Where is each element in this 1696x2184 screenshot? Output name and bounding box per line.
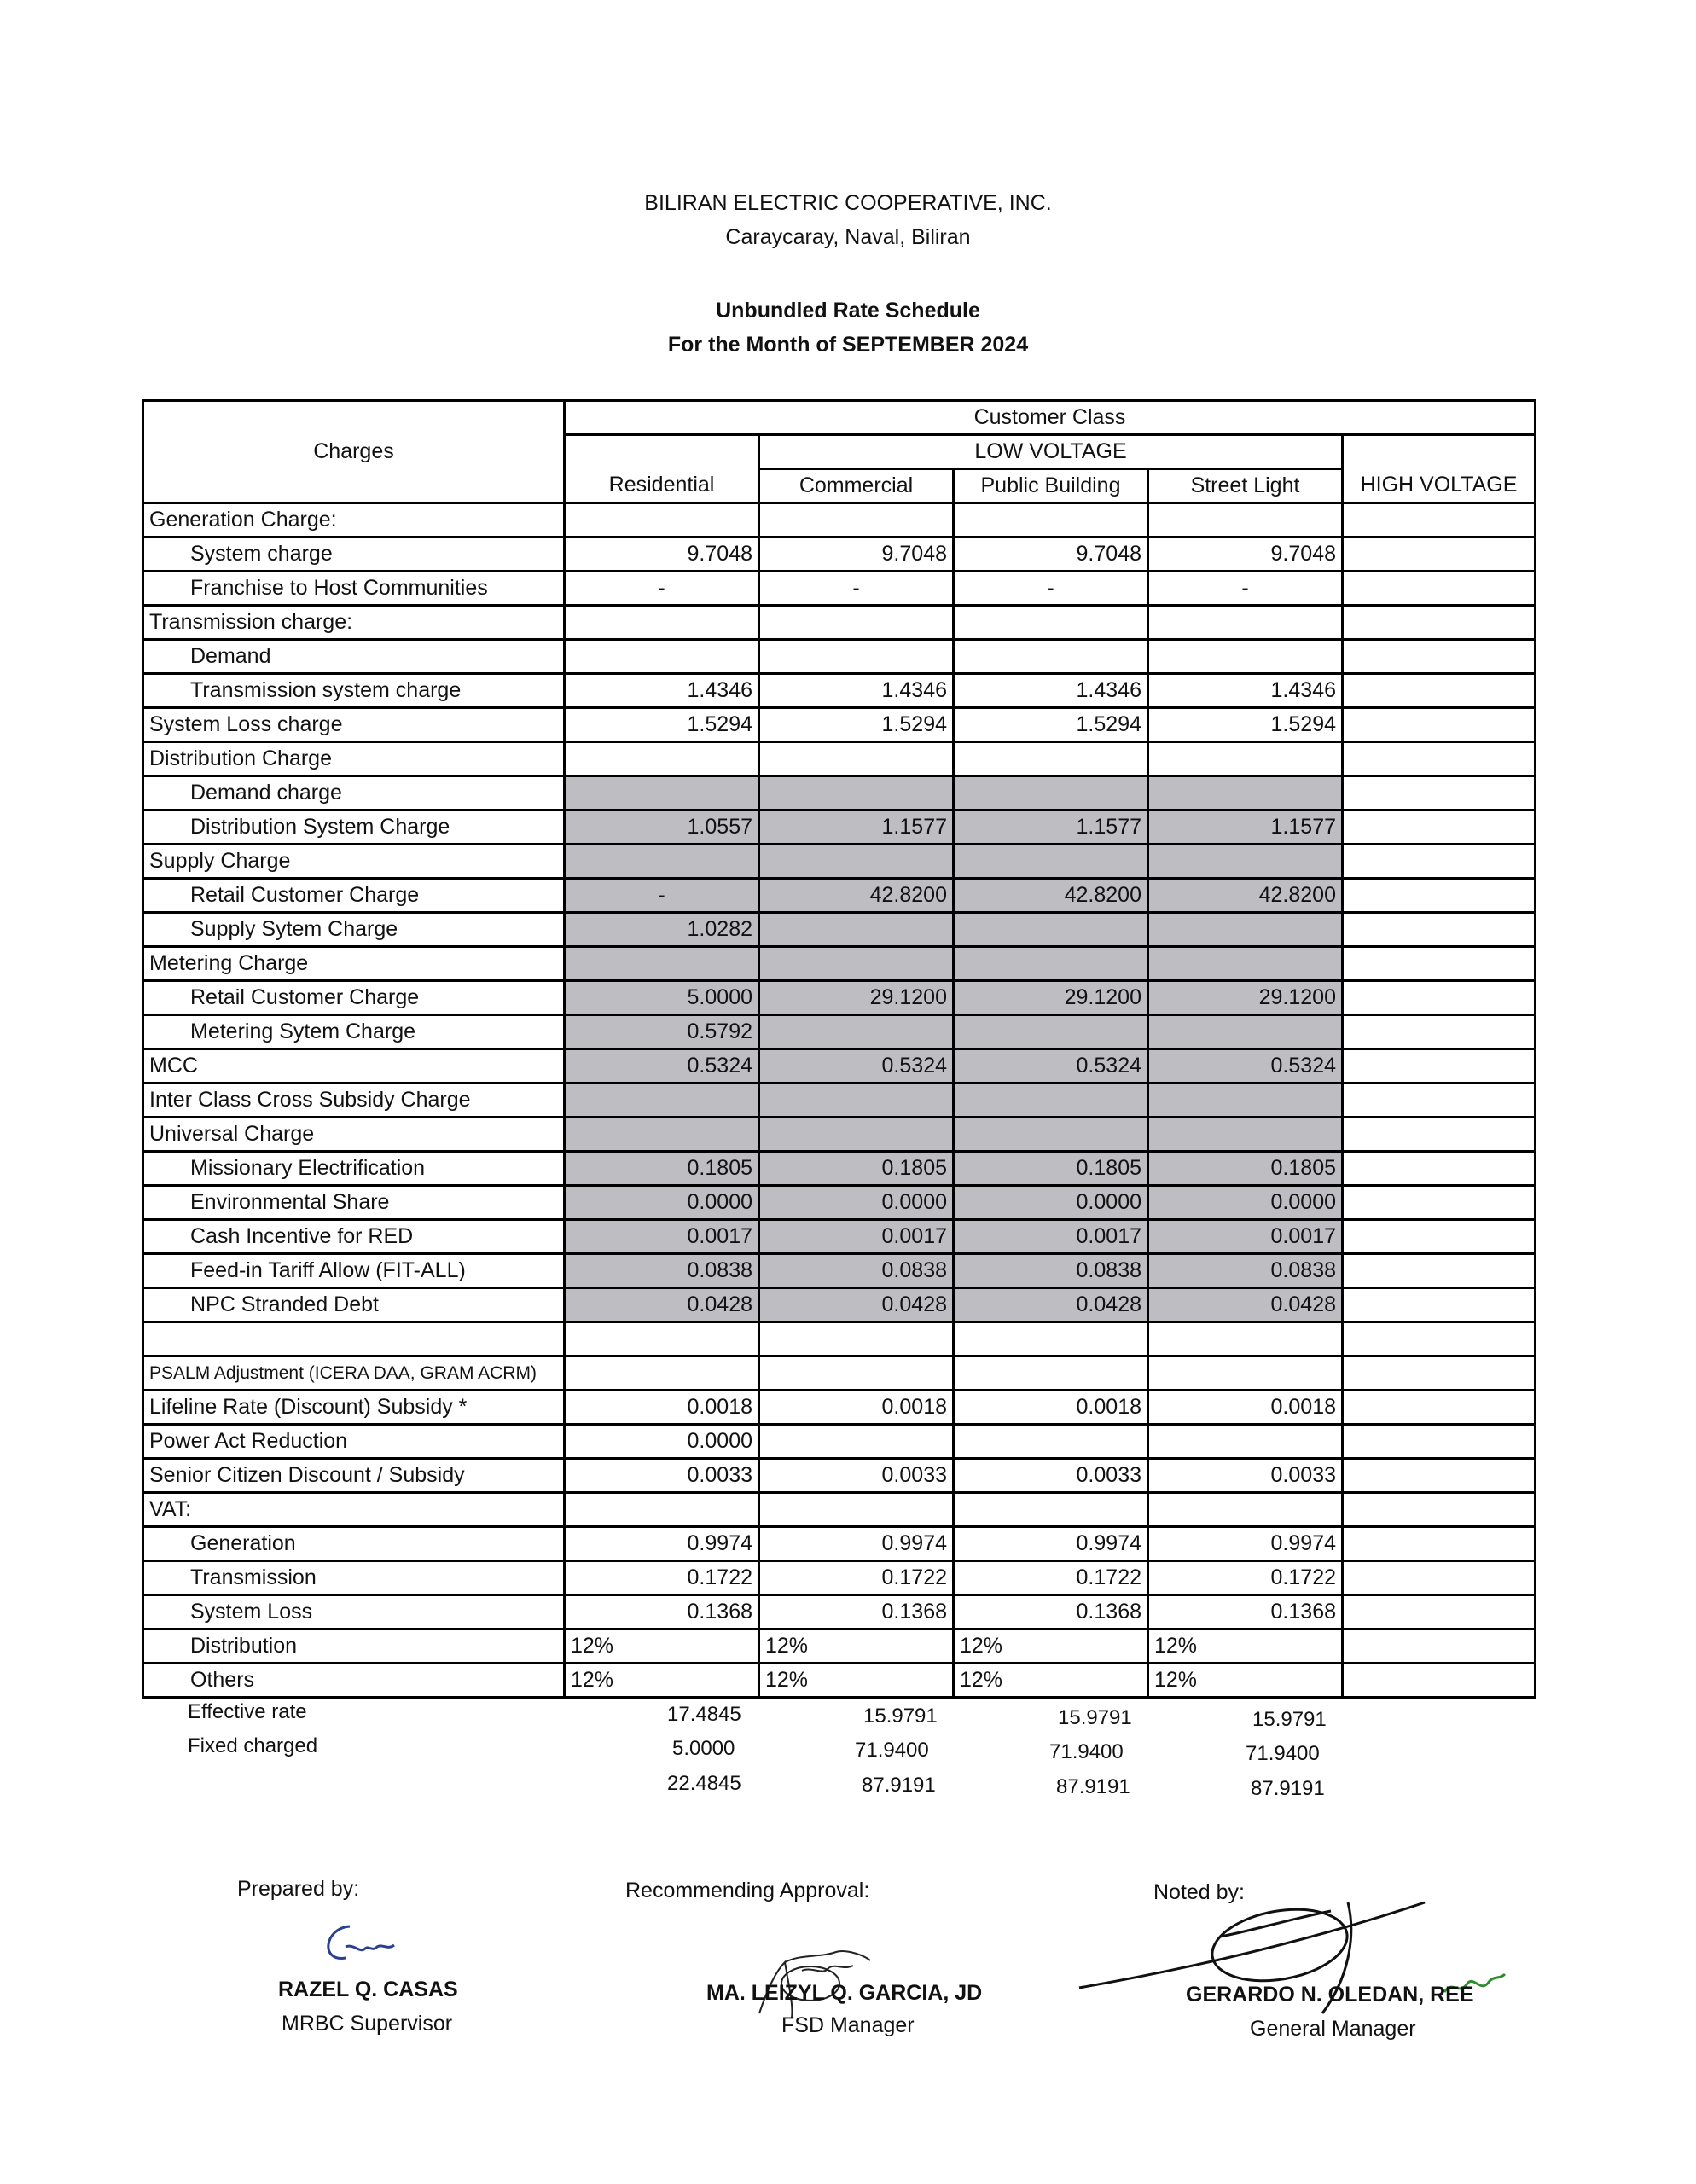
rate-row: [143, 708, 1536, 742]
col-public-building: Public Building: [954, 469, 1148, 503]
rate-value: [565, 1083, 759, 1118]
charge-label: NPC Stranded Debt: [143, 1288, 565, 1322]
charge-label: VAT:: [143, 1493, 565, 1527]
rate-row: [143, 606, 1536, 640]
rate-value: [1148, 1356, 1343, 1391]
rate-value: 1.0282: [565, 913, 759, 947]
rate-value: [954, 1425, 1148, 1459]
grand-total-value: 87.9191: [862, 1774, 936, 1797]
high-voltage-cell: [1343, 1152, 1536, 1186]
rate-row: [143, 913, 1536, 947]
charge-label: Transmission: [143, 1561, 565, 1595]
rate-row: [143, 1356, 1536, 1391]
rate-value: 0.1368: [565, 1595, 759, 1629]
rate-value: [759, 1118, 954, 1152]
high-voltage-cell: [1343, 947, 1536, 981]
high-voltage-cell: [1343, 776, 1536, 810]
charge-label: Environmental Share: [143, 1186, 565, 1220]
grand-total-value: 87.9191: [1056, 1775, 1130, 1798]
charge-label: Franchise to Host Communities: [143, 572, 565, 606]
document-period: For the Month of SEPTEMBER 2024: [667, 333, 1029, 357]
rate-value: 0.5792: [565, 1015, 759, 1049]
rate-value: 0.0018: [954, 1391, 1148, 1425]
rate-value: 1.1577: [759, 810, 954, 845]
high-voltage-cell: [1343, 1391, 1536, 1425]
rate-row: [143, 879, 1536, 913]
high-voltage-cell: [1343, 742, 1536, 776]
rate-row: [143, 1254, 1536, 1288]
high-voltage-cell: [1343, 1527, 1536, 1561]
rate-row: [143, 810, 1536, 845]
charge-label: [143, 1322, 565, 1356]
rate-value: [954, 845, 1148, 879]
low-voltage-header: LOW VOLTAGE: [759, 435, 1343, 469]
rate-value: [759, 776, 954, 810]
rate-value: [565, 776, 759, 810]
fixed-charged-value: 71.9400: [1049, 1740, 1124, 1763]
rate-value: 1.0557: [565, 810, 759, 845]
high-voltage-cell: [1343, 572, 1536, 606]
rate-value: [759, 503, 954, 537]
rate-value: [759, 1425, 954, 1459]
rate-row: [143, 776, 1536, 810]
rate-value: [759, 1493, 954, 1527]
rate-value: 0.0018: [759, 1391, 954, 1425]
rate-value: 0.0000: [759, 1186, 954, 1220]
high-voltage-cell: [1343, 1015, 1536, 1049]
rate-value: 0.5324: [1148, 1049, 1343, 1083]
rate-value: 0.0017: [759, 1220, 954, 1254]
rate-value: 0.9974: [954, 1527, 1148, 1561]
rate-value: [565, 606, 759, 640]
charge-label: Others: [143, 1664, 565, 1698]
rate-row: [143, 1493, 1536, 1527]
rate-row: [143, 1425, 1536, 1459]
rate-row: [143, 674, 1536, 708]
rate-value: [565, 845, 759, 879]
fixed-charged-value: 71.9400: [1246, 1742, 1320, 1765]
rate-row: [143, 742, 1536, 776]
high-voltage-cell: [1343, 845, 1536, 879]
rate-value: 0.0033: [1148, 1459, 1343, 1493]
rate-value: 12%: [954, 1629, 1148, 1664]
charge-label: Missionary Electrification: [143, 1152, 565, 1186]
rate-value: [954, 742, 1148, 776]
high-voltage-cell: [1343, 1425, 1536, 1459]
rate-value: [954, 1322, 1148, 1356]
signature-casas: [316, 1911, 409, 1971]
rate-value: 0.1805: [1148, 1152, 1343, 1186]
effective-rate-label: Effective rate: [188, 1700, 307, 1723]
rate-value: 42.8200: [759, 879, 954, 913]
rate-value: [565, 742, 759, 776]
rate-value: [954, 1356, 1148, 1391]
rate-row: [143, 537, 1536, 572]
rate-row: [143, 1664, 1536, 1698]
document-title: Unbundled Rate Schedule: [716, 299, 980, 322]
rate-row: [143, 1015, 1536, 1049]
rate-value: [1148, 1493, 1343, 1527]
charge-label: PSALM Adjustment (ICERA DAA, GRAM ACRM): [143, 1356, 565, 1391]
rate-value: [954, 913, 1148, 947]
high-voltage-cell: [1343, 879, 1536, 913]
recommending-title: FSD Manager: [781, 2013, 915, 2037]
charge-label: Universal Charge: [143, 1118, 565, 1152]
rate-value: [1148, 913, 1343, 947]
high-voltage-cell: [1343, 1664, 1536, 1698]
rate-row: [143, 1629, 1536, 1664]
high-voltage-cell: [1343, 1561, 1536, 1595]
rate-row: [143, 572, 1536, 606]
high-voltage-cell: [1343, 640, 1536, 674]
recommending-name: MA. LEIZYL Q. GARCIA, JD: [706, 1981, 983, 2005]
charge-label: Senior Citizen Discount / Subsidy: [143, 1459, 565, 1493]
rate-value: [759, 1015, 954, 1049]
rate-value: 0.0017: [1148, 1220, 1343, 1254]
charge-label: System Loss charge: [143, 708, 565, 742]
rate-value: [565, 1322, 759, 1356]
charge-label: System Loss: [143, 1595, 565, 1629]
rate-value: 42.8200: [1148, 879, 1343, 913]
rate-row: [143, 1152, 1536, 1186]
rate-value: [565, 640, 759, 674]
charge-label: Distribution Charge: [143, 742, 565, 776]
signature-oledan: [1075, 1885, 1433, 2039]
rate-value: [1148, 606, 1343, 640]
charge-label: Lifeline Rate (Discount) Subsidy *: [143, 1391, 565, 1425]
rate-value: [1148, 1322, 1343, 1356]
rate-row: [143, 1049, 1536, 1083]
charge-label: Distribution: [143, 1629, 565, 1664]
rate-value: [954, 640, 1148, 674]
rate-value: -: [954, 572, 1148, 606]
company-name: BILIRAN ELECTRIC COOPERATIVE, INC.: [644, 191, 1052, 215]
rate-rows: [143, 503, 1536, 1698]
rate-value: [954, 1493, 1148, 1527]
charge-label: Metering Charge: [143, 947, 565, 981]
rate-value: 9.7048: [759, 537, 954, 572]
charge-label: Cash Incentive for RED: [143, 1220, 565, 1254]
high-voltage-cell: [1343, 537, 1536, 572]
col-commercial: Commercial: [759, 469, 954, 503]
rate-value: 9.7048: [565, 537, 759, 572]
rate-value: [954, 1015, 1148, 1049]
high-voltage-cell: [1343, 981, 1536, 1015]
rate-value: [954, 1083, 1148, 1118]
rate-value: 0.1368: [954, 1595, 1148, 1629]
grand-total-value: 22.4845: [667, 1772, 741, 1795]
rate-value: 0.0033: [759, 1459, 954, 1493]
rate-value: 0.1722: [565, 1561, 759, 1595]
rate-value: 1.1577: [954, 810, 1148, 845]
charge-label: MCC: [143, 1049, 565, 1083]
rate-value: -: [565, 572, 759, 606]
rate-value: 0.0428: [565, 1288, 759, 1322]
charges-header: Charges: [143, 401, 565, 503]
rate-value: 5.0000: [565, 981, 759, 1015]
high-voltage-cell: [1343, 1118, 1536, 1152]
rate-value: 0.9974: [1148, 1527, 1343, 1561]
rate-value: -: [759, 572, 954, 606]
rate-value: [759, 947, 954, 981]
high-voltage-cell: [1343, 708, 1536, 742]
col-high-voltage: HIGH VOLTAGE: [1343, 469, 1536, 503]
noted-by-name: GERARDO N. OLEDAN, REE: [1186, 1983, 1474, 2007]
rate-value: 29.1200: [759, 981, 954, 1015]
rate-value: 29.1200: [1148, 981, 1343, 1015]
charge-label: Retail Customer Charge: [143, 879, 565, 913]
charge-label: Metering Sytem Charge: [143, 1015, 565, 1049]
rate-value: 0.5324: [759, 1049, 954, 1083]
company-address: Caraycaray, Naval, Biliran: [725, 225, 971, 249]
charge-label: Demand: [143, 640, 565, 674]
noted-by-heading: Noted by:: [1153, 1880, 1246, 1904]
blank-header-cell: [1343, 435, 1536, 469]
rate-value: [759, 606, 954, 640]
rate-value: 0.1722: [954, 1561, 1148, 1595]
rate-value: 1.5294: [565, 708, 759, 742]
rate-value: 0.0033: [565, 1459, 759, 1493]
rate-value: 0.5324: [954, 1049, 1148, 1083]
rate-value: 12%: [759, 1629, 954, 1664]
charge-label: Power Act Reduction: [143, 1425, 565, 1459]
high-voltage-cell: [1343, 1322, 1536, 1356]
rate-value: 0.0017: [954, 1220, 1148, 1254]
prepared-by-heading: Prepared by:: [237, 1877, 360, 1901]
rate-value: 12%: [759, 1664, 954, 1698]
high-voltage-cell: [1343, 1288, 1536, 1322]
rate-value: [565, 1356, 759, 1391]
rate-value: 1.4346: [565, 674, 759, 708]
rate-row: [143, 503, 1536, 537]
rate-value: 0.1722: [759, 1561, 954, 1595]
charge-label: Supply Charge: [143, 845, 565, 879]
col-residential: Residential: [565, 469, 759, 503]
effective-rate-value: 15.9791: [863, 1705, 938, 1728]
high-voltage-cell: [1343, 1459, 1536, 1493]
high-voltage-cell: [1343, 913, 1536, 947]
rate-value: 12%: [565, 1629, 759, 1664]
rate-value: [1148, 776, 1343, 810]
rate-value: 0.0000: [565, 1425, 759, 1459]
grand-total-value: 87.9191: [1251, 1777, 1325, 1800]
rate-value: 0.0000: [1148, 1186, 1343, 1220]
effective-rate-value: 15.9791: [1058, 1706, 1132, 1729]
rate-row: [143, 1118, 1536, 1152]
fixed-charged-value: 71.9400: [855, 1739, 929, 1762]
rate-value: 1.5294: [954, 708, 1148, 742]
rate-value: [1148, 503, 1343, 537]
rate-value: [759, 913, 954, 947]
rate-row: [143, 1186, 1536, 1220]
rate-row: [143, 1288, 1536, 1322]
rate-value: 1.4346: [954, 674, 1148, 708]
rate-value: 1.5294: [1148, 708, 1343, 742]
charge-label: Distribution System Charge: [143, 810, 565, 845]
rate-value: 1.4346: [1148, 674, 1343, 708]
rate-value: [1148, 640, 1343, 674]
rate-value: [1148, 1083, 1343, 1118]
rate-value: [954, 503, 1148, 537]
rate-value: [1148, 1425, 1343, 1459]
high-voltage-cell: [1343, 1049, 1536, 1083]
rate-value: 1.5294: [759, 708, 954, 742]
rate-value: 12%: [954, 1664, 1148, 1698]
rate-value: 9.7048: [1148, 537, 1343, 572]
rate-value: 0.0428: [759, 1288, 954, 1322]
high-voltage-cell: [1343, 1493, 1536, 1527]
high-voltage-cell: [1343, 606, 1536, 640]
charge-label: Retail Customer Charge: [143, 981, 565, 1015]
rate-value: [1148, 845, 1343, 879]
rate-row: [143, 1527, 1536, 1561]
rate-value: [954, 776, 1148, 810]
recommending-approval-heading: Recommending Approval:: [625, 1879, 870, 1902]
col-street-light: Street Light: [1148, 469, 1343, 503]
charge-label: Generation: [143, 1527, 565, 1561]
prepared-by-title: MRBC Supervisor: [282, 2012, 453, 2036]
rate-value: 0.0017: [565, 1220, 759, 1254]
rate-row: [143, 1322, 1536, 1356]
rate-value: 0.0018: [1148, 1391, 1343, 1425]
rate-value: [565, 503, 759, 537]
fixed-charged-label: Fixed charged: [188, 1734, 318, 1757]
high-voltage-cell: [1343, 1083, 1536, 1118]
rate-value: [565, 1118, 759, 1152]
rate-value: [1148, 1118, 1343, 1152]
rate-value: 0.9974: [759, 1527, 954, 1561]
fixed-charged-value: 5.0000: [672, 1737, 735, 1760]
rate-value: [954, 947, 1148, 981]
charge-label: Inter Class Cross Subsidy Charge: [143, 1083, 565, 1118]
rate-value: 0.9974: [565, 1527, 759, 1561]
rate-row: [143, 1561, 1536, 1595]
rate-value: 0.0033: [954, 1459, 1148, 1493]
rate-value: 1.1577: [1148, 810, 1343, 845]
charge-label: System charge: [143, 537, 565, 572]
rate-value: [759, 1322, 954, 1356]
rate-value: 9.7048: [954, 537, 1148, 572]
high-voltage-cell: [1343, 674, 1536, 708]
rate-value: [1148, 1015, 1343, 1049]
rate-value: [759, 640, 954, 674]
blank-header-cell: [565, 435, 759, 469]
rate-row: [143, 1220, 1536, 1254]
rate-value: [759, 1356, 954, 1391]
charge-label: Feed-in Tariff Allow (FIT-ALL): [143, 1254, 565, 1288]
rate-value: 0.0428: [1148, 1288, 1343, 1322]
rate-value: 12%: [1148, 1629, 1343, 1664]
rate-value: 0.0428: [954, 1288, 1148, 1322]
rate-value: 0.0838: [565, 1254, 759, 1288]
effective-rate-value: 15.9791: [1252, 1708, 1327, 1731]
high-voltage-cell: [1343, 1220, 1536, 1254]
high-voltage-cell: [1343, 1186, 1536, 1220]
rate-value: 0.1722: [1148, 1561, 1343, 1595]
high-voltage-cell: [1343, 1629, 1536, 1664]
high-voltage-cell: [1343, 1254, 1536, 1288]
charge-label: Demand charge: [143, 776, 565, 810]
rate-value: 0.1805: [759, 1152, 954, 1186]
high-voltage-cell: [1343, 1356, 1536, 1391]
rate-schedule-table: [142, 399, 1536, 1699]
rate-value: [954, 1118, 1148, 1152]
rate-value: 12%: [1148, 1664, 1343, 1698]
rate-row: [143, 845, 1536, 879]
rate-row: [143, 1083, 1536, 1118]
rate-value: 12%: [565, 1664, 759, 1698]
rate-value: 0.1805: [954, 1152, 1148, 1186]
effective-rate-value: 17.4845: [667, 1703, 741, 1726]
rate-value: 42.8200: [954, 879, 1148, 913]
rate-value: [759, 1083, 954, 1118]
rate-value: -: [1148, 572, 1343, 606]
rate-value: 0.0000: [954, 1186, 1148, 1220]
rate-value: -: [565, 879, 759, 913]
rate-value: [759, 742, 954, 776]
prepared-by-name: RAZEL Q. CASAS: [278, 1978, 458, 2001]
rate-row: [143, 1459, 1536, 1493]
rate-value: [759, 845, 954, 879]
high-voltage-cell: [1343, 503, 1536, 537]
rate-value: 0.0000: [565, 1186, 759, 1220]
rate-value: 29.1200: [954, 981, 1148, 1015]
rate-row: [143, 1391, 1536, 1425]
rate-value: 1.4346: [759, 674, 954, 708]
rate-value: [954, 606, 1148, 640]
rate-value: 0.0838: [759, 1254, 954, 1288]
high-voltage-cell: [1343, 810, 1536, 845]
rate-value: [565, 947, 759, 981]
rate-row: [143, 981, 1536, 1015]
rate-value: 0.1368: [759, 1595, 954, 1629]
charge-label: Generation Charge:: [143, 503, 565, 537]
rate-row: [143, 947, 1536, 981]
rate-value: [1148, 742, 1343, 776]
rate-value: 0.0838: [954, 1254, 1148, 1288]
charge-label: Supply Sytem Charge: [143, 913, 565, 947]
noted-by-title: General Manager: [1250, 2017, 1416, 2041]
charge-label: Transmission charge:: [143, 606, 565, 640]
rate-value: [1148, 947, 1343, 981]
high-voltage-cell: [1343, 1595, 1536, 1629]
rate-value: 0.5324: [565, 1049, 759, 1083]
rate-value: 0.0018: [565, 1391, 759, 1425]
rate-value: 0.0838: [1148, 1254, 1343, 1288]
rate-value: 0.1368: [1148, 1595, 1343, 1629]
rate-value: [565, 1493, 759, 1527]
charge-label: Transmission system charge: [143, 674, 565, 708]
rate-row: [143, 1595, 1536, 1629]
rate-value: 0.1805: [565, 1152, 759, 1186]
customer-class-header: Customer Class: [565, 401, 1536, 435]
rate-row: [143, 640, 1536, 674]
